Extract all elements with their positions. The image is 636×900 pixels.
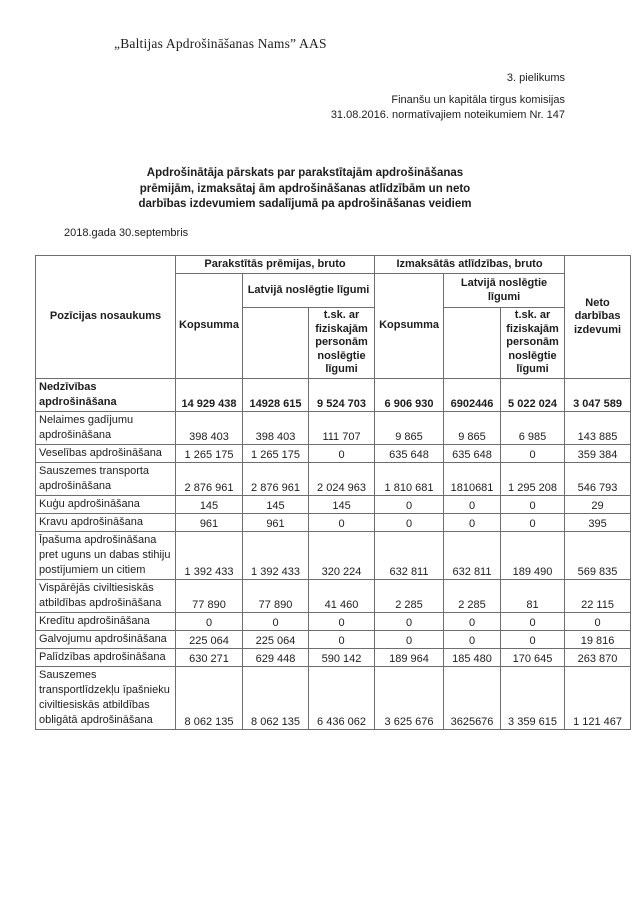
value-cell: 0	[501, 495, 565, 513]
company-name: „Baltijas Apdrošināšanas Nams” AAS	[114, 36, 327, 51]
value-cell: 630 271	[176, 648, 243, 666]
table-row	[36, 630, 631, 648]
col-header-claims-total: Kopsumma	[375, 274, 444, 379]
value-cell: 1 392 433	[176, 531, 243, 579]
table-row	[36, 462, 631, 495]
value-cell: 1 265 175	[176, 444, 243, 462]
value-cell: 5 022 024	[501, 378, 565, 411]
value-cell: 225 064	[176, 630, 243, 648]
value-cell: 0	[565, 612, 631, 630]
row-label: Nedzīvības apdrošināšana	[36, 378, 176, 411]
report-title-line: Apdrošinātāja pārskats par parakstītajām apdrošināšanas	[146, 167, 464, 179]
value-cell: 320 224	[309, 531, 375, 579]
value-cell: 111 707	[309, 411, 375, 444]
col-header-premiums-latvia-value	[243, 308, 309, 379]
value-cell: 0	[176, 612, 243, 630]
value-cell: 14 929 438	[176, 378, 243, 411]
value-cell: 1 392 433	[243, 531, 309, 579]
row-label: Vispārējās civiltiesiskās atbildības apdrošināšana	[36, 579, 176, 612]
value-cell: 629 448	[243, 648, 309, 666]
value-cell: 8 062 135	[176, 666, 243, 729]
value-cell: 0	[309, 444, 375, 462]
table-row	[36, 513, 631, 531]
row-label: Nelaimes gadījumu apdrošināšana	[36, 411, 176, 444]
col-header-premiums-latvia: Latvijā noslēgtie līgumi	[243, 274, 375, 308]
value-cell: 398 403	[243, 411, 309, 444]
value-cell: 0	[375, 612, 444, 630]
value-cell: 1 295 208	[501, 462, 565, 495]
value-cell: 189 964	[375, 648, 444, 666]
value-cell: 0	[501, 630, 565, 648]
row-label: Sauszemes transporta apdrošināšana	[36, 462, 176, 495]
value-cell: 635 648	[444, 444, 501, 462]
col-header-net-expenses: Neto darbības izdevumi	[565, 256, 631, 379]
row-label: Veselības apdrošināšana	[36, 444, 176, 462]
value-cell: 29	[565, 495, 631, 513]
value-cell: 0	[243, 612, 309, 630]
value-cell: 0	[444, 612, 501, 630]
value-cell: 961	[243, 513, 309, 531]
value-cell: 2 024 963	[309, 462, 375, 495]
table-row	[36, 495, 631, 513]
value-cell: 263 870	[565, 648, 631, 666]
value-cell: 0	[309, 513, 375, 531]
value-cell: 189 490	[501, 531, 565, 579]
report-date: 2018.gada 30.septembris	[64, 227, 189, 239]
value-cell: 170 645	[501, 648, 565, 666]
value-cell: 0	[375, 495, 444, 513]
value-cell: 632 811	[444, 531, 501, 579]
table-row	[36, 531, 631, 579]
value-cell: 546 793	[565, 462, 631, 495]
table-row	[36, 648, 631, 666]
value-cell: 0	[444, 630, 501, 648]
row-label: Kredītu apdrošināšana	[36, 612, 176, 630]
report-title-line: prēmijām, izmaksātaj ām apdrošināšanas atlīdzībām un neto	[139, 182, 471, 195]
value-cell: 41 460	[309, 579, 375, 612]
col-header-premiums-total: Kopsumma	[176, 274, 243, 379]
value-cell: 0	[501, 513, 565, 531]
col-header-position: Pozīcijas nosaukums	[36, 256, 176, 379]
value-cell: 0	[501, 612, 565, 630]
table-row	[36, 579, 631, 612]
row-label: Kravu apdrošināšana	[36, 513, 176, 531]
col-header-premiums-group: Parakstītās prēmijas, bruto	[176, 256, 375, 274]
annex-block	[331, 71, 565, 123]
table-row-total	[36, 378, 631, 411]
value-cell: 19 816	[565, 630, 631, 648]
value-cell: 2 285	[444, 579, 501, 612]
annex-line: 31.08.2016. normatīvajiem noteikumiem Nr. 147	[330, 109, 565, 121]
value-cell: 3 625 676	[375, 666, 444, 729]
value-cell: 9 524 703	[309, 378, 375, 411]
value-cell: 14928 615	[243, 378, 309, 411]
value-cell: 145	[176, 495, 243, 513]
row-label: Sauszemes transportlīdzekļu īpašnieku civiltiesiskās atbildības obligātā apdrošināšana	[36, 666, 176, 729]
value-cell: 0	[375, 630, 444, 648]
value-cell: 635 648	[375, 444, 444, 462]
value-cell: 632 811	[375, 531, 444, 579]
table-row	[36, 612, 631, 630]
value-cell: 2 876 961	[243, 462, 309, 495]
value-cell: 1 121 467	[565, 666, 631, 729]
value-cell: 0	[444, 495, 501, 513]
value-cell: 6 436 062	[309, 666, 375, 729]
row-label: Kuģu apdrošināšana	[36, 495, 176, 513]
value-cell: 22 115	[565, 579, 631, 612]
value-cell: 1 810 681	[375, 462, 444, 495]
report-title-line: darbības izdevumiem sadalījumā pa apdrošināšanas veidiem	[138, 198, 472, 210]
col-header-claims-latvia-value	[444, 308, 501, 379]
value-cell: 225 064	[243, 630, 309, 648]
report-table	[35, 255, 631, 730]
value-cell: 77 890	[176, 579, 243, 612]
value-cell: 0	[375, 513, 444, 531]
value-cell: 2 285	[375, 579, 444, 612]
value-cell: 9 865	[444, 411, 501, 444]
value-cell: 145	[243, 495, 309, 513]
value-cell: 395	[565, 513, 631, 531]
col-header-claims-individuals: t.sk. ar fiziskajām personām noslēgtie līgumi	[501, 308, 565, 379]
value-cell: 3625676	[444, 666, 501, 729]
header-row-groups	[36, 256, 631, 274]
value-cell: 0	[501, 444, 565, 462]
value-cell: 0	[444, 513, 501, 531]
value-cell: 9 865	[375, 411, 444, 444]
value-cell: 81	[501, 579, 565, 612]
table-row	[36, 411, 631, 444]
table-row	[36, 444, 631, 462]
value-cell: 6 906 930	[375, 378, 444, 411]
value-cell: 8 062 135	[243, 666, 309, 729]
value-cell: 398 403	[176, 411, 243, 444]
value-cell: 3 047 589	[565, 378, 631, 411]
row-label: Galvojumu apdrošināšana	[36, 630, 176, 648]
value-cell: 1 265 175	[243, 444, 309, 462]
row-label: Īpašuma apdrošināšana pret uguns un dabas stihiju postījumiem un citiem	[36, 531, 176, 579]
value-cell: 2 876 961	[176, 462, 243, 495]
value-cell: 0	[309, 630, 375, 648]
value-cell: 569 835	[565, 531, 631, 579]
value-cell: 143 885	[565, 411, 631, 444]
value-cell: 145	[309, 495, 375, 513]
value-cell: 185 480	[444, 648, 501, 666]
value-cell: 3 359 615	[501, 666, 565, 729]
annex-line: Finanšu un kapitāla tirgus komisijas	[391, 94, 565, 106]
col-header-premiums-individuals: t.sk. ar fiziskajām personām noslēgtie līgumi	[309, 308, 375, 379]
table-row	[36, 666, 631, 729]
value-cell: 359 384	[565, 444, 631, 462]
value-cell: 1810681	[444, 462, 501, 495]
annex-line: 3. pielikums	[506, 72, 565, 84]
value-cell: 0	[309, 612, 375, 630]
row-label: Palīdzības apdrošināšana	[36, 648, 176, 666]
value-cell: 961	[176, 513, 243, 531]
report-title	[103, 166, 507, 213]
value-cell: 6902446	[444, 378, 501, 411]
value-cell: 590 142	[309, 648, 375, 666]
value-cell: 77 890	[243, 579, 309, 612]
col-header-claims-latvia: Latvijā noslēgtie līgumi	[444, 274, 565, 308]
col-header-claims-group: Izmaksātās atlīdzības, bruto	[375, 256, 565, 274]
value-cell: 6 985	[501, 411, 565, 444]
